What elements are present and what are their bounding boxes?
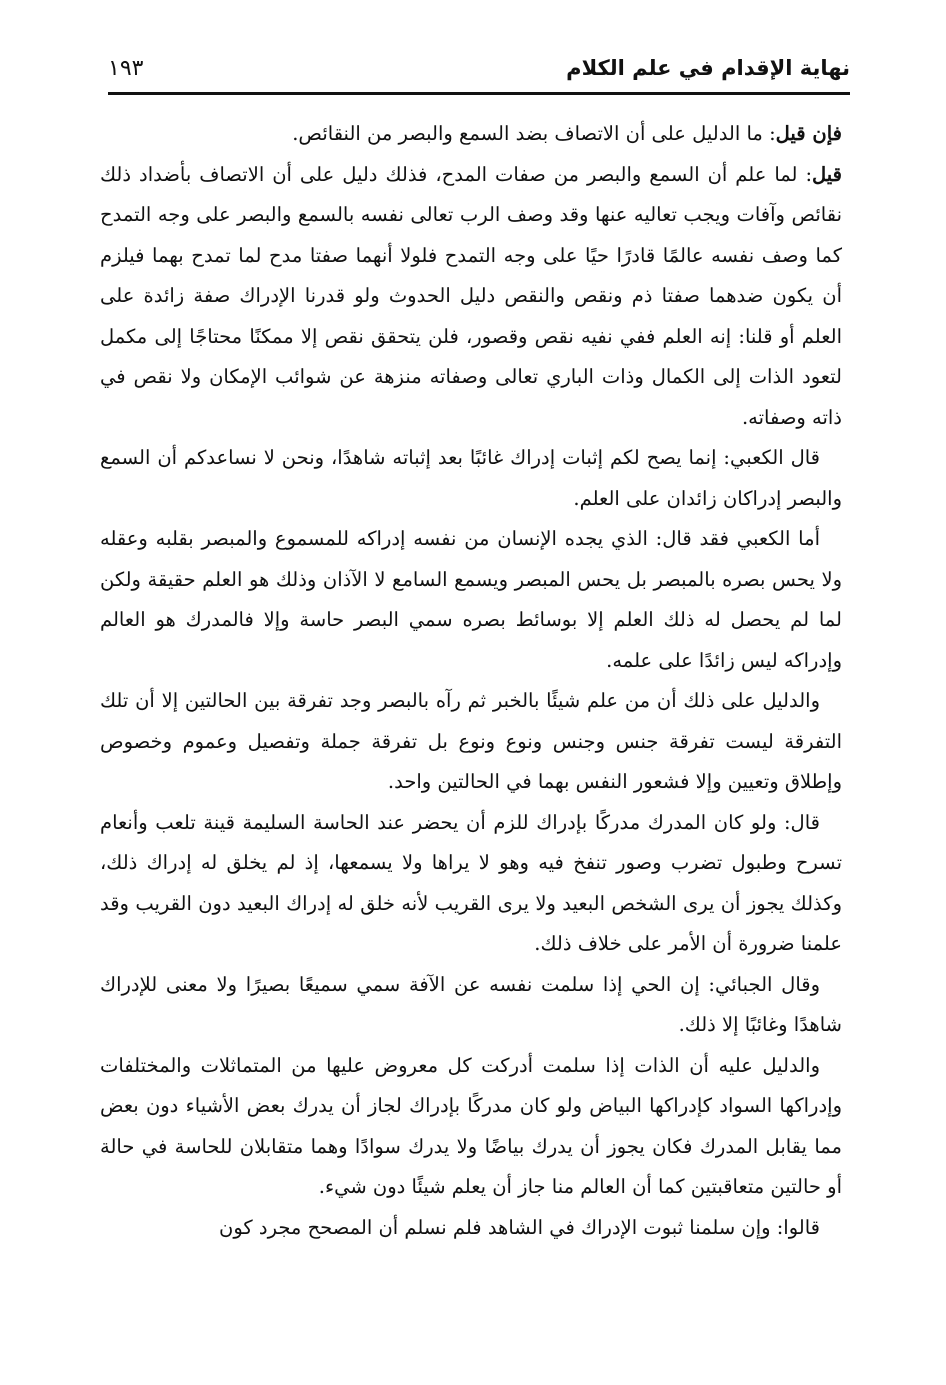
paragraph (100, 1208, 842, 1249)
page-header (108, 52, 850, 92)
paragraph-lead: قيل (812, 162, 842, 186)
paragraph (100, 803, 842, 965)
paragraph-lead: فإن قيل (775, 122, 842, 145)
paragraph-text: : لما علم أن السمع والبصر من صفات المدح، فذلك دليل على أن الاتصاف بأضداد ذلك نقائص وآفات ويجب تعاليه عنها وقد وصف الرب تعالى نفسه بالسمع والبصر على وجه التمدح كما وصف نفسه عالمًا قادرًا حيًا على وجه التمدح فلولا أنهما صفتا مدح لما تمدح بهما فيلزم أن يكون ضدهما صفتا ذم ونقص والنقص دليل الحدوث ولو قدرنا الإدراك صفة زائدة على العلم أو قلنا: إنه العلم ففي نفيه نقص وقصور، فلن يتحقق نقص إلا ممكنًا محتاجًا إلى مكمل لتعود الذات إلى الكمال وذات الباري تعالى وصفاته منزهة عن شوائب الإمكان ولا نقص في ذاته وصفاته. (100, 162, 842, 429)
paragraph-text: قال الكعبي: إنما يصح لكم إثبات إدراك غائبًا بعد إثباته شاهدًا، ونحن لا نساعدكم أن السمع والبصر إدراكان زائدان على العلم. (100, 446, 842, 510)
paragraph-text: أما الكعبي فقد قال: الذي يجده الإنسان من نفسه إدراكه للمسموع والمبصر بقلبه وعقله ولا يحس بصره بالمبصر بل يحس المبصر ويسمع السامع لا الآذان وذلك هو العلم حقيقة ولكن لما لم يحصل له ذلك العلم إلا بوسائط بصره سمي البصر حاسة وإلا فالمدرك هو العالم وإدراكه ليس زائدًا على علمه. (100, 527, 842, 672)
paragraph (100, 438, 842, 519)
paragraph-text: قال: ولو كان المدرك مدركًا بإدراك للزم أن يحضر عند الحاسة السليمة قينة تلعب وأنعام تسرح وطبول تضرب وصور تنفخ فيه وهو لا يراها ولا يسمعها، إذ لم يخلق له إدراك ذلك، وكذلك يجوز أن يرى الشخص البعيد ولا يرى القريب لأنه خلق له إدراك البعيد دون القريب وقد علمنا ضرورة أن الأمر على خلاف ذلك. (100, 810, 842, 955)
paragraph-text: : ما الدليل على أن الاتصاف بضد السمع والبصر من النقائص. (292, 122, 776, 145)
paragraph-text: والدليل على ذلك أن من علم شيئًا بالخبر ثم رآه بالبصر وجد تفرقة بين الحالتين إلا أن تلك التفرقة ليست تفرقة جنس وجنس ونوع ونوع بل تفرقة جملة وتفصيل وعموم وخصوص وإطلاق وتعيين وإلا فشعور النفس بهما في الحالتين واحد. (100, 689, 842, 793)
body-text (100, 114, 842, 1248)
paragraph-text: وقال الجبائي: إن الحي إذا سلمت نفسه عن الآفة سمي سميعًا بصيرًا ولا معنى للإدراك شاهدًا وغائبًا إلا ذلك. (100, 972, 842, 1036)
paragraph (100, 1046, 842, 1208)
paragraph-text: قالوا: وإن سلمنا ثبوت الإدراك في الشاهد فلم نسلم أن المصحح مجرد كون (219, 1215, 820, 1239)
paragraph (100, 155, 842, 439)
paragraph (100, 114, 842, 155)
running-title: نهاية الإقدام في علم الكلام (566, 56, 850, 80)
header-rule (108, 92, 850, 95)
page-number: ١٩٣ (108, 56, 144, 81)
paragraph (100, 519, 842, 681)
paragraph-text: والدليل عليه أن الذات إذا سلمت أدركت كل معروض عليها من المتماثلات والمختلفات وإدراكها السواد كإدراكها البياض ولو كان مدركًا بإدراك لجاز أن يدرك بعض الأشياء دون بعض مما يقابل المدرك فكان يجوز أن يدرك بياضًا ولا يدرك سوادًا وهما متقابلان للحاسة في حالة أو حالتين متعاقبتين كما أن العالم منا جاز أن يعلم شيئًا دون شيء. (100, 1053, 842, 1198)
paragraph (100, 681, 842, 803)
paragraph (100, 965, 842, 1046)
